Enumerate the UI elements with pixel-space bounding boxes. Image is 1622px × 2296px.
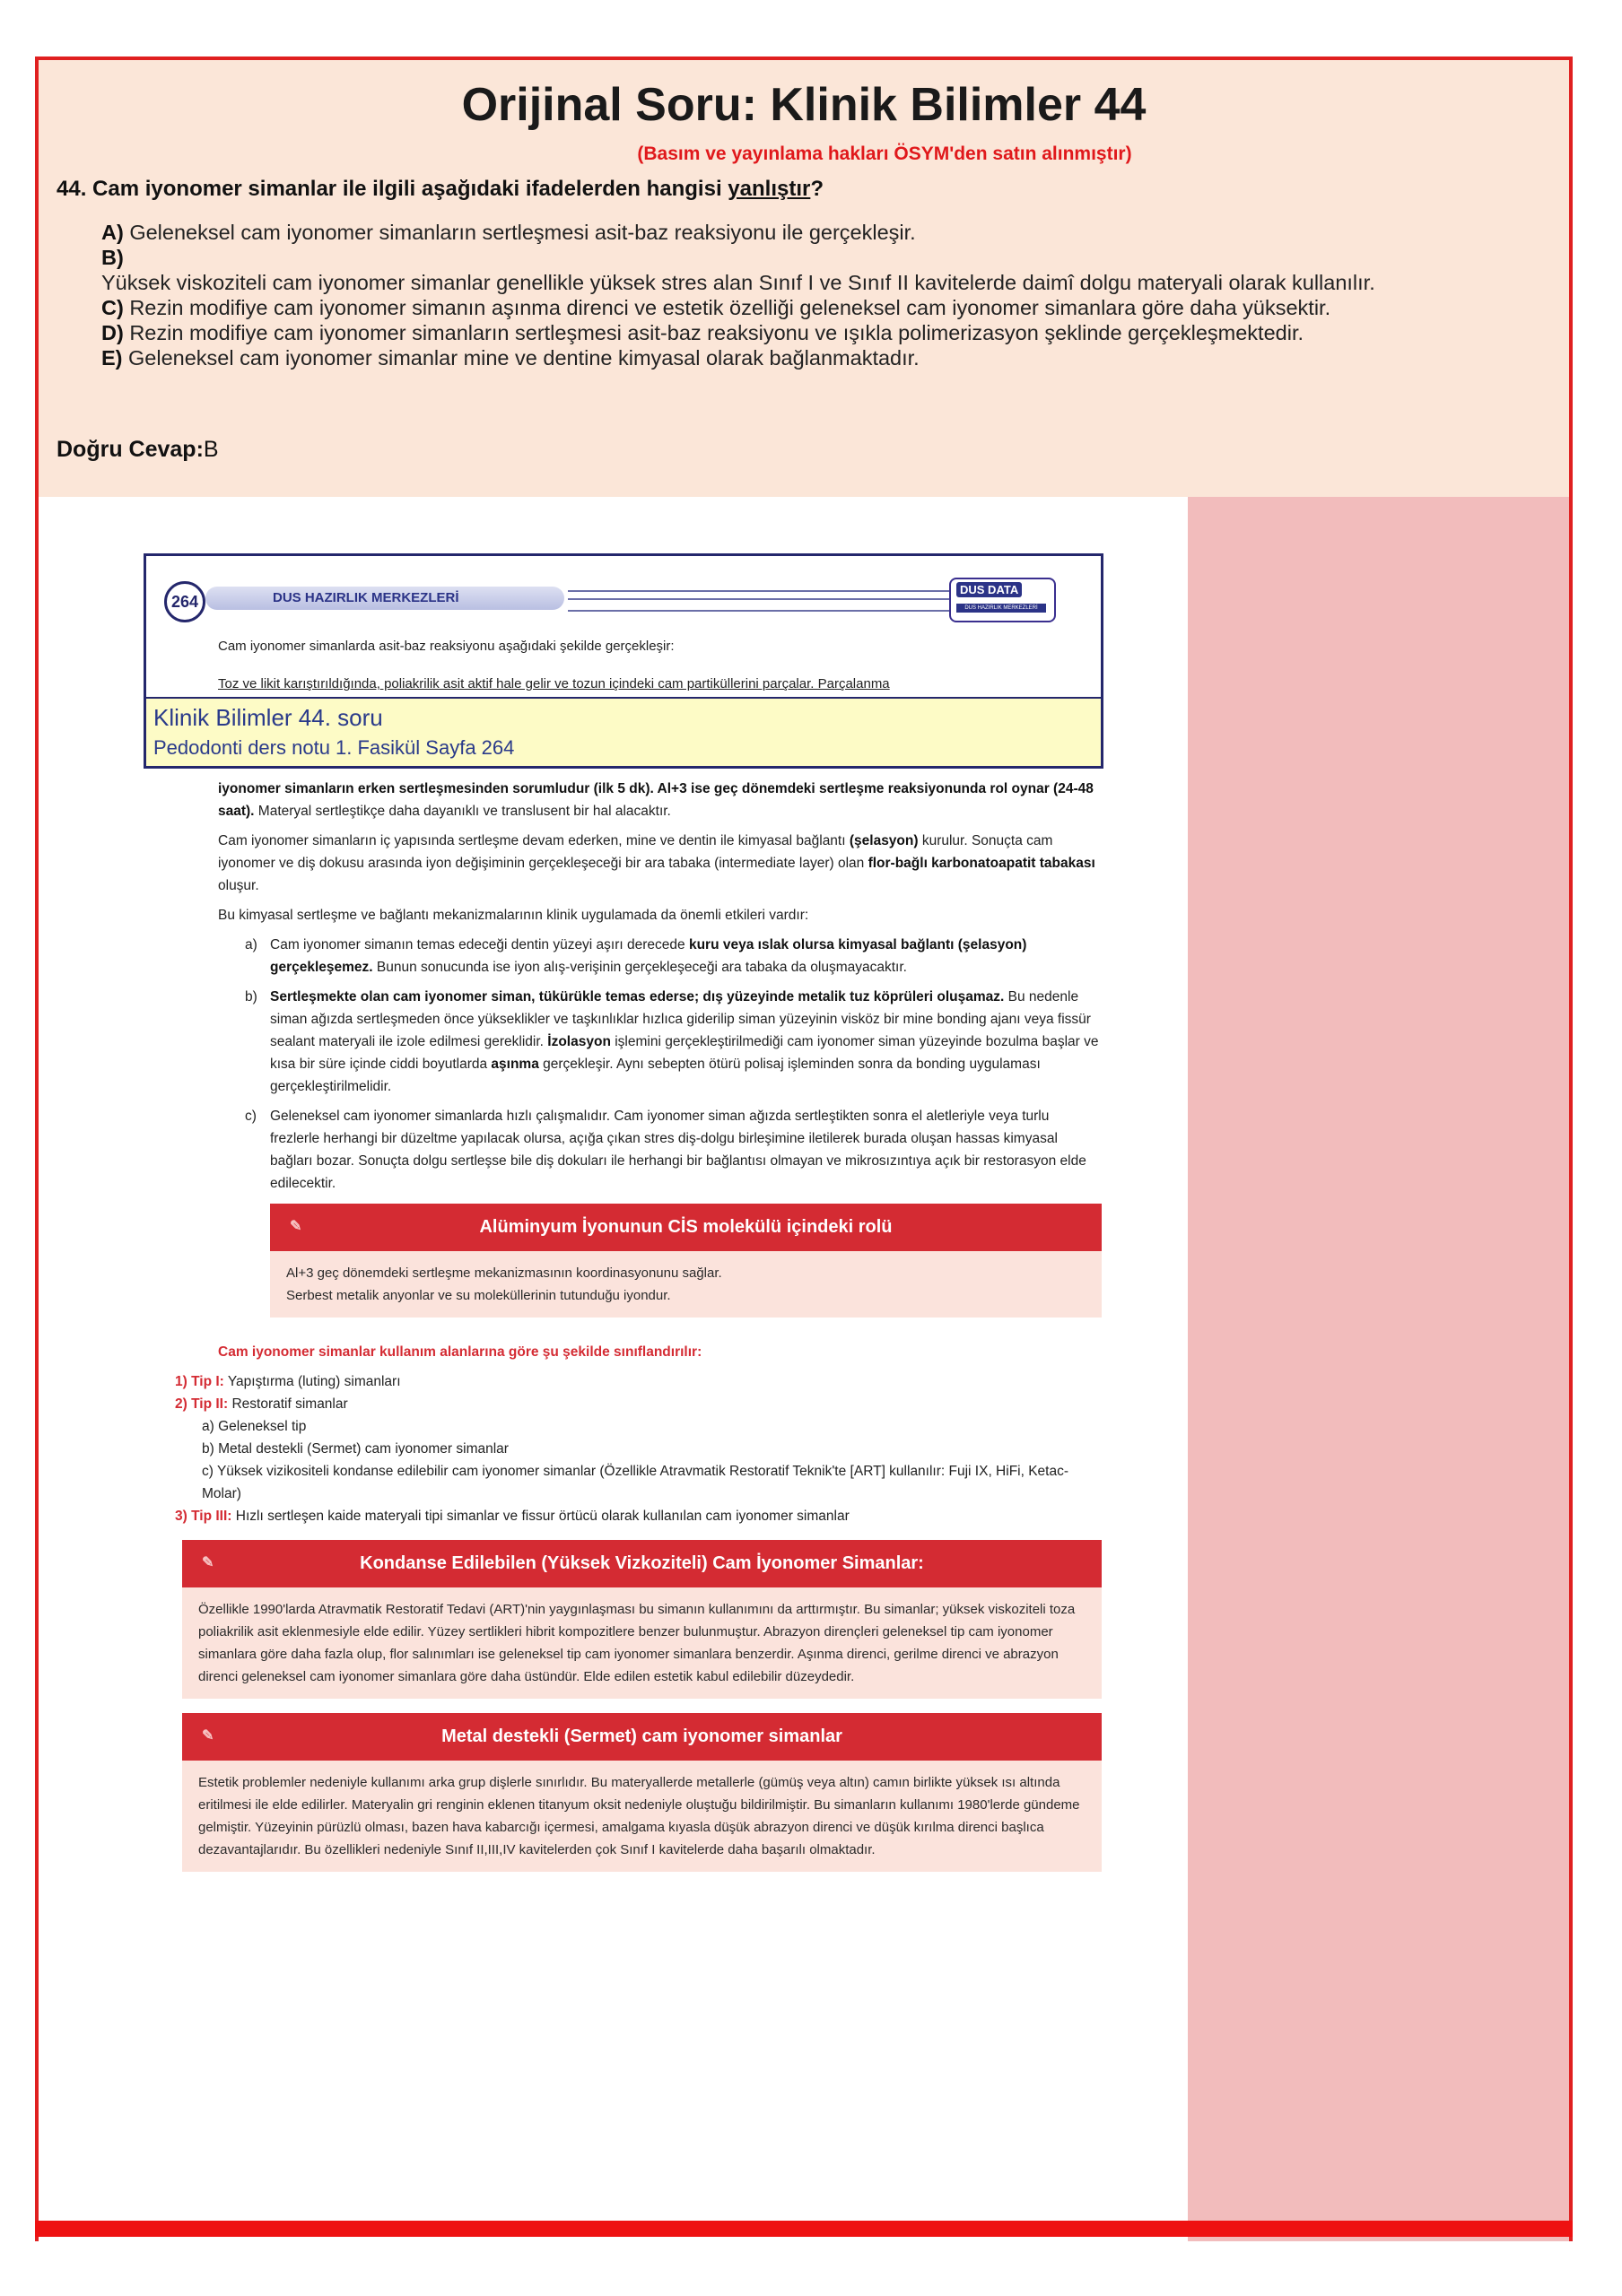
list-item: b) Metal destekli (Sermet) cam iyonomer simanlar xyxy=(202,1441,509,1457)
correct-answer xyxy=(57,437,219,463)
logo-text: DUS DATA xyxy=(956,583,1022,596)
info-box-cermet xyxy=(182,1713,1102,1872)
option-text: Rezin modifiye cam iyonomer simanların sertleşmesi asit-baz reaksiyonu ve ışıkla polimerizasyon şeklinde gerçekleşmektedir. xyxy=(129,321,1304,344)
logo-subtext: DUS HAZIRLIK MERKEZLERİ xyxy=(956,604,1046,613)
reference-title: Klinik Bilimler 44. soru xyxy=(153,704,383,731)
question-mark: ? xyxy=(810,177,824,201)
question-panel xyxy=(39,60,1569,497)
question-number: 44. xyxy=(57,177,87,201)
list-item: c) Geleneksel cam iyonomer simanlarda hızlı çalışmalıdır. Cam iyonomer siman ağızda sertleştikten sonra el aletleriyle veya turlu frezlerle herhangi bir düzeltme yapılacak olursa, açığa çıkan stres diş-dolgu birleşimine iletilerek burada oluşan hassas kimyasal bağları bozar. Sonuçta dolgu sertleşse bile diş dokuları ile herhangi bir bağlantısı olmayan ve mikrosızıntıya açık bir restorasyon elde edilecektir. xyxy=(245,1109,1086,1191)
option-letter: D) xyxy=(101,321,124,344)
source-header-box xyxy=(144,553,1103,769)
paragraph: iyonomer simanların erken sertleşmesinden sorumludur (ilk 5 dk). Al+3 ise geç dönemdeki sertleşme reaksiyonunda rol oynar (24-48 saat). Materyal sertleştikçe daha dayanıklı ve translusent bir hal alacaktır. xyxy=(218,781,1094,819)
option-text: Yüksek viskoziteli cam iyonomer simanlar genellikle yüksek stres alan Sınıf I ve Sınıf II kavitelerde daimî dolgu materyali olarak kullanılır. xyxy=(101,271,1375,294)
option-c xyxy=(101,295,1501,320)
list-item: 2) Tip II: Restoratif simanlar xyxy=(175,1396,348,1412)
list-item: 3) Tip III: Hızlı sertleşen kaide materyali tipi simanlar ve fissur örtücü olarak kullanılan cam iyonomer simanlar xyxy=(175,1509,850,1524)
source-area xyxy=(39,497,1569,2241)
option-e xyxy=(101,345,1501,370)
option-letter: A) xyxy=(101,221,124,244)
bottom-rule xyxy=(35,2221,1573,2237)
answer-value: B xyxy=(203,437,219,462)
list-item: 1) Tip I: Yapıştırma (luting) simanları xyxy=(175,1374,401,1389)
option-text: Rezin modifiye cam iyonomer simanın aşınma direnci ve estetik özelliği geleneksel cam iyonomer simanlara göre daha yüksektir. xyxy=(129,296,1331,319)
answer-label: Doğru Cevap: xyxy=(57,437,204,462)
intro-text: Cam iyonomer simanlarda asit-baz reaksiyonu aşağıdaki şekilde gerçekleşir: xyxy=(218,639,675,654)
dus-data-logo xyxy=(949,578,1056,622)
intro-text-2: Toz ve likit karıştırıldığında, poliakrilik asit aktif hale gelir ve tozun içindeki cam partiküllerini parçalar. Parçalanma xyxy=(218,676,890,691)
option-b xyxy=(101,245,1501,295)
question-keyword: yanlıştır xyxy=(728,177,811,201)
option-letter: E) xyxy=(101,346,123,370)
info-box-body: Özellikle 1990'larda Atravmatik Restoratif Tedavi (ART)'nin yaygınlaşması bu simanın kullanımını da arttırmıştır. Bu simanlar; yüksek viskoziteli toza poliakrilik asit eklenmesiyle elde edilir. Yüzey sertlikleri hibrit kompozitlere benzer bulunmuştur. Abrazyon dirençleri geleneksel tip cam iyonomer simanlara göre daha fazla olup, flor salınımları ise geleneksel tip cam iyonomer simanlara benzerdir. Aşınma direnci, gerilme direnci ve abrazyon direnci geleneksel cam iyonomer simanlara göre daha üstündür. Elde edilen estetik kabul edilebilir düzeydedir. xyxy=(182,1587,1102,1699)
source-page xyxy=(39,497,1188,2241)
classification-list xyxy=(175,1370,1102,1527)
question-text: Cam iyonomer simanlar ile ilgili aşağıdaki ifadelerden hangisi xyxy=(92,177,722,201)
list-item: a) Geleneksel tip xyxy=(202,1419,307,1434)
source-body xyxy=(175,778,1102,1872)
info-box-title: ✎ Metal destekli (Sermet) cam iyonomer simanlar xyxy=(182,1713,1102,1761)
pen-icon: ✎ xyxy=(202,1555,214,1570)
option-d xyxy=(101,320,1501,345)
pen-icon: ✎ xyxy=(202,1728,214,1744)
question-stem xyxy=(57,177,824,202)
option-text: Geleneksel cam iyonomer simanların sertleşmesi asit-baz reaksiyonu ile gerçekleşir. xyxy=(129,221,916,244)
pen-icon: ✎ xyxy=(290,1219,302,1234)
info-box-body: Al+3 geç dönemdeki sertleşme mekanizmasının koordinasyonunu sağlar. Serbest metalik anyonlar ve su moleküllerinin tutunduğu iyondur. xyxy=(270,1251,1102,1318)
info-box-body: Estetik problemler nedeniyle kullanımı arka grup dişlerle sınırlıdır. Bu materyallerde metallerle (gümüş veya altın) camın birlikte yüksek ısı altında eritilmesi ile elde edilirler. Materyalin gri renginin eklenen titanyum oksit nedeniyle oluştuğu bildirilmiştir. Bu simanların kullanımı 1980'lerde gündeme gelmiştir. Yüzeyinin pürüzlü olması, bazen hava kabarcığı içermesi, amalgama kıyasla düşük abrazyon direnci ve düşük kırılma direnci başlıca dezavantajlarıdır. Bu özellikleri nedeniyle Sınıf II,III,IV kavitelerden çok Sınıf I kavitelerde daha başarılı olmaktadır. xyxy=(182,1761,1102,1872)
option-text: Geleneksel cam iyonomer simanlar mine ve dentine kimyasal olarak bağlanmaktadır. xyxy=(128,346,920,370)
info-box-high-viscosity xyxy=(182,1540,1102,1699)
page-title: Orijinal Soru: Klinik Bilimler 44 xyxy=(461,79,1147,131)
list-item: a) Cam iyonomer simanın temas edeceği dentin yüzeyi aşırı derecede kuru veya ıslak olursa kimyasal bağlantı (şelasyon) gerçekleşemez. Bunun sonucunda ise iyon alış-verişinin gerçekleşeceği ara tabaka da oluşmayacaktır. xyxy=(245,937,1027,975)
reference-source: Pedodonti ders notu 1. Fasikül Sayfa 264 xyxy=(153,736,515,759)
option-letter: C) xyxy=(101,296,124,319)
info-box-title: ✎ Alüminyum İyonunun CİS molekülü içindeki rolü xyxy=(270,1204,1102,1251)
page-frame xyxy=(35,57,1573,2241)
option-list xyxy=(101,220,1501,370)
list-item: c) Yüksek vizikositeli kondanse edilebilir cam iyonomer simanlar (Özellikle Atravmatik Restoratif Teknik'te [ART] kullanılır: Fuji IX, HiFi, Ketac-Molar) xyxy=(202,1464,1069,1501)
center-name-bar: DUS HAZIRLIK MERKEZLERİ xyxy=(205,587,564,610)
page-number-badge: 264 xyxy=(164,581,205,622)
effects-list xyxy=(245,934,1102,1195)
option-a xyxy=(101,220,1501,245)
option-letter: B) xyxy=(101,246,124,269)
list-item: b) Sertleşmekte olan cam iyonomer siman, tükürükle temas ederse; dış yüzeyinde metalik tuz köprüleri oluşamaz. Bu nedenle siman ağızda sertleşmeden önce yükseklikler ve taşkınlıklar hızlıca giderilip siman yüzeyinin visköz bir mine bonding ajanı veya fissür sealant materyali ile izole edilmesi gereklidir. İzolasyon işlemini gerçekleştirilmediği cam iyonomer siman yüzeyinde bozulma başlar ve kısa bir süre içinde ciddi boyutlarda aşınma gerçekleşir. Aynı sebepten ötürü polisaj işleminden sonra da bonding uygulaması gerçekleştirilmelidir. xyxy=(245,989,1099,1094)
info-box-aluminium xyxy=(270,1204,1102,1318)
paragraph: Bu kimyasal sertleşme ve bağlantı mekanizmalarının klinik uygulamada da önemli etkileri vardır: xyxy=(218,908,809,923)
rights-notice: (Basım ve yayınlama hakları ÖSYM'den satın alınmıştır) xyxy=(637,144,1132,164)
info-box-title: ✎ Kondanse Edilebilen (Yüksek Vizkoziteli) Cam İyonomer Simanlar: xyxy=(182,1540,1102,1587)
side-panel xyxy=(1188,497,1569,2241)
classification-title: Cam iyonomer simanlar kullanım alanlarına göre şu şekilde sınıflandırılır: xyxy=(218,1344,702,1360)
paragraph: Cam iyonomer simanların iç yapısında sertleşme devam ederken, mine ve dentin ile kimyasal bağlantı (şelasyon) kurulur. Sonuçta cam iyonomer ve diş dokusu arasında iyon değişiminin gerçekleşeceği bir ara tabaka (intermediate layer) olan flor-bağlı karbonatoapatit tabakası oluşur. xyxy=(218,833,1095,893)
header-rule xyxy=(568,590,954,612)
reference-note xyxy=(146,697,1101,769)
